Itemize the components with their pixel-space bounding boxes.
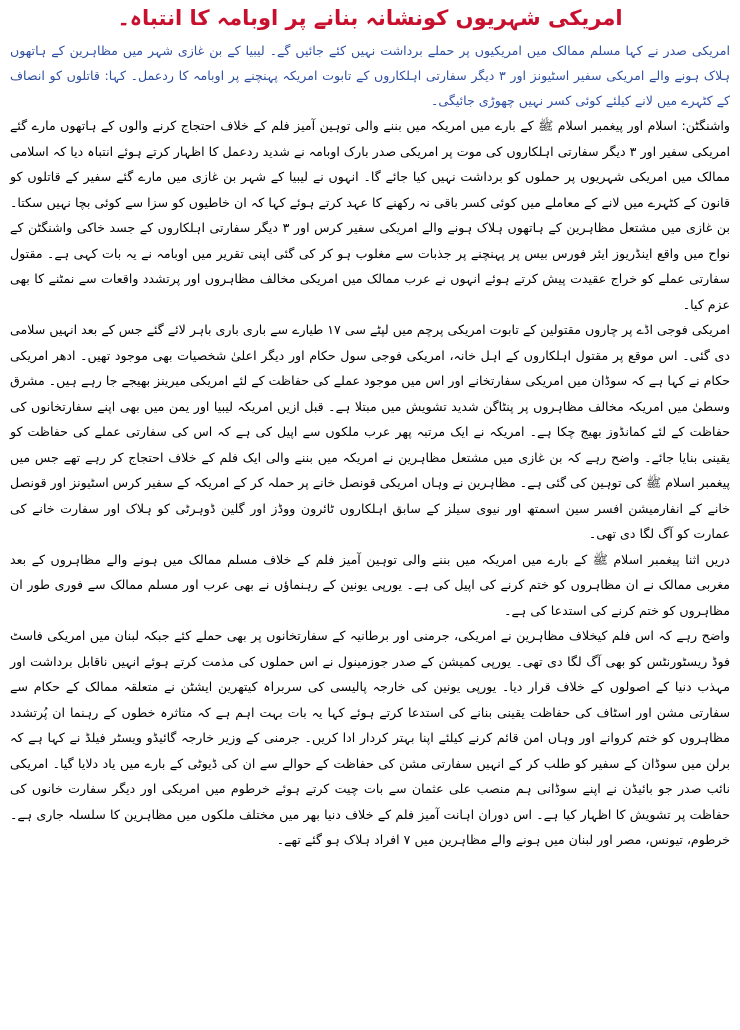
headline: امریکی شہریوں کونشانہ بنانے پر اوبامہ کا انتباہ۔ xyxy=(117,6,623,30)
article-body xyxy=(10,113,730,853)
subheadline xyxy=(10,38,730,113)
paragraph: واضح رہے کہ اس فلم کیخلاف مظاہرین نے امریکی، جرمنی اور برطانیہ کے سفارتخانوں پر بھی حملے کئے جبکہ لبنان میں امریکی فاسٹ فوڈ ریسٹورنٹس کو بھی آگ لگا دی تھی۔ یورپی کمیشن کے صدر جوزمینول نے اس حملوں کی مذمت کرتے ہوئے انہیں ناقابل برداشت اور مہذب دنیا کے اصولوں کے خلاف قرار دیا۔ یورپی یونین کی خارجہ پالیسی کی سربراہ کیتھرین ایشٹن نے متعلقہ ممالک کے حکام سے سفارتی مشن اور اسٹاف کی حفاظت یقینی بنانے کی استدعا کرتے ہوئے کہا یہ بات بہت اہم ہے کہ متاثرہ خطوں کے رہنما ان پُرتشدد مظاہروں کو ختم کروانے اور وہاں امن قائم کرنے کیلئے اپنا بہتر کردار ادا کریں۔ جرمنی کے وزیر خارجہ گائیڈو ویسٹر فیلڈ نے کہا ہے کہ برلن میں سوڈان کے سفیر کو طلب کر کے انہیں سفارتی مشن کی حفاظت کے حوالے سے ان کی ڈیوٹی کے بارے میں یاد دلایا گیا۔ امریکی نائب صدر جو بائیڈن نے اپنے سوڈانی ہم منصب علی عثمان سے بات چیت کرتے ہوئے خرطوم میں امریکی اور دیگر سفارت خانوں کی حفاظت پر تشویش کا اظہار کیا ہے۔ اس دوران اہانت آمیز فلم کے خلاف دنیا بھر میں مختلف ملکوں میں مظاہرین کا سلسلہ جاری ہے۔ خرطوم، تیونس، مصر اور لبنان میں ہونے والے مظاہرین میں ۷ افراد ہلاک ہو گئے تھے۔ xyxy=(10,628,730,847)
paragraph: امریکی فوجی اڈے پر چاروں مقتولین کے تابوت امریکی پرچم میں لپٹے سی ۱۷ طیارے سے باری باری باہر لائے گئے جس کے بعد انہیں سلامی دی گئی۔ اس موقع پر مقتول اہلکاروں کے اہل خانہ، امریکی فوجی سول حکام اور دیگر اعلیٰ شخصیات بھی موجود تھیں۔ ادھر امریکی حکام نے کہا ہے کہ سوڈان میں امریکی سفارتخانے اور اس میں موجود عملے کی حفاظت کے لئے امریکی میرینز بھیجے جا رہے ہیں۔ مشرق وسطیٰ میں امریکہ مخالف مظاہروں پر پنٹاگن شدید تشویش میں مبتلا ہے۔ قبل ازیں امریکہ لیبیا اور یمن میں بھی اپنے سفارتخانوں کی حفاظت کے لئے کمانڈوز بھیج چکا ہے۔ امریکہ نے ایک مرتبہ پھر عرب ملکوں سے اپیل کی ہے کہ اس کی سفارتی عملے کی حفاظت کو یقینی بنایا جائے۔ واضح رہے کہ بن غازی میں مشتعل مظاہرین نے امریکہ میں بننے والی ایک فلم کے خلاف احتجاج کر رہے تھے جس میں پیغمبر اسلام ﷺ کی توہین کی گئی ہے۔ مظاہرین نے وہاں امریکی قونصل خانے پر حملہ کر کے امریکہ کے سفیر کرس اسٹیونز اور قونصل خانے کے انفارمیشن افسر سین اسمتھ اور نیوی سیلز کے سابق اہلکاروں ٹائرون ووڈز اور گلین ڈوہرٹی کو ہلاک اور سفارت خانے کی عمارت کو آگ لگا دی تھی۔ xyxy=(10,322,730,541)
paragraph: دریں اثنا پیغمبر اسلام ﷺ کے بارے میں امریکہ میں بننے والی توہین آمیز فلم کے خلاف مسلم ممالک میں ہونے والے مظاہروں کے بعد مغربی ممالک نے ان مظاہروں کو ختم کرنے کی اپیل کی ہے۔ یورپی یونین کے رہنماؤں نے بھی عرب اور مسلم ممالک سے فوری طور ان مظاہروں کو ختم کرنے کی استدعا کی ہے۔ xyxy=(10,551,730,618)
article xyxy=(6,4,734,1026)
subheadline-text: امریکی صدر نے کہا مسلم ممالک میں امریکیوں پر حملے برداشت نہیں کئے جائیں گے۔ لیبیا کے بن غازی شہر میں مظاہرین کے ہاتھوں ہلاک ہونے والے امریکی سفیر اسٹیونز اور ۳ دیگر سفارتی اہلکاروں کے تابوت امریکہ پہنچنے پر اوبامہ کا ردعمل۔ کہا: قاتلوں کو انصاف کے کٹہرے میں لانے کیلئے کوئی کسر نہیں چھوڑی جائیگی۔ xyxy=(10,43,730,108)
paragraph: واشنگٹن: اسلام اور پیغمبر اسلام ﷺ کے بارے میں امریکہ میں بننے والی توہین آمیز فلم کے خلاف احتجاج کرنے والوں کے ہاتھوں مارے گئے امریکی سفیر اور ۳ دیگر سفارتی اہلکاروں کی موت پر امریکی صدر بارک اوبامہ نے شدید ردعمل کا اظہار کرتے ہوئے انتباہ دیا کہ اسلامی ممالک میں امریکی شہریوں پر حملوں کو برداشت نہیں کیا جائے گا۔ انہوں نے لیبیا کے شہر بن غازی میں مارے گئے سفیر کے قاتلوں کو قانون کے کٹہرے میں لانے کے معاملے میں کوئی کسر باقی نہ رکھنے کا عہد کرتے ہوئے کہا کہ ان خاطیوں کو سزا سے کوئی بچا نہیں سکتا۔ بن غازی میں مشتعل مظاہرین کے ہاتھوں ہلاک ہونے والے امریکی سفیر کرس اور ۳ دیگر سفارتی اہلکاروں کے جسد خاکی واشنگٹن کے نواح میں واقع اینڈریوز ایئر فورس بیس پر پہنچنے پر جذبات سے مغلوب ہو کر کی گئی اپنی تقریر میں اوبامہ نے یہ بات کہی ہے۔ مقتول سفارتی عملے کو خراج عقیدت پیش کرتے ہوئے انہوں نے عرب ممالک میں امریکی مخالف مظاہروں اور پرتشدد واقعات سے نمٹنے کا بھی عزم کیا۔ xyxy=(10,118,731,312)
